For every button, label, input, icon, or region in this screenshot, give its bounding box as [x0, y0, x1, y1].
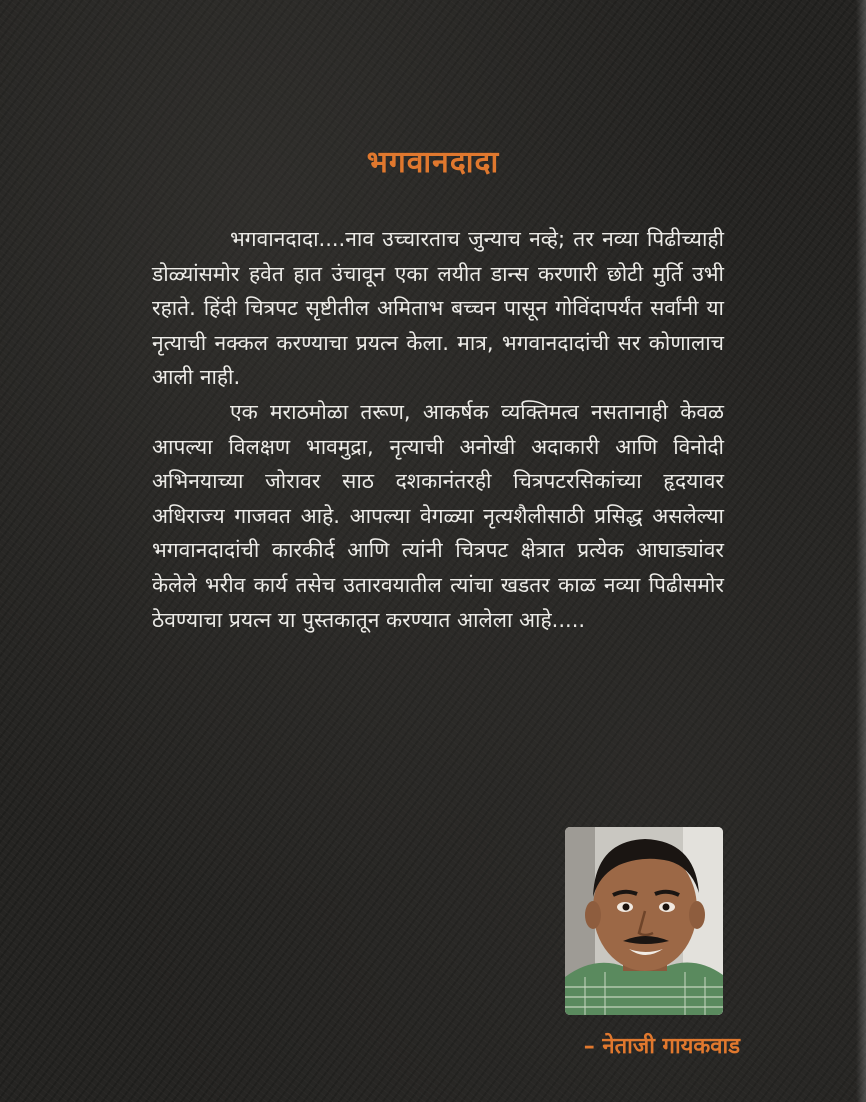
author-portrait-illustration — [565, 827, 723, 1015]
book-title: भगवानदादा — [366, 145, 500, 180]
blurb-paragraph-2: एक मराठमोळा तरूण, आकर्षक व्यक्तिमत्व नसतानाही केवळ आपल्या विलक्षण भावमुद्रा, नृत्याची अनोखी अदाकारी आणि विनोदी अभिनयाच्या जोरावर साठ दशकानंतरही चित्रपटरसिकांच्या हृदयावर अधिराज्य गाजवत आहे. आपल्या वेगळ्या नृत्यशैलीसाठी प्रसिद्ध असलेल्या भगवानदादांची कारकीर्द आणि त्यांनी चित्रपट क्षेत्रात प्रत्येक आघाड्यांवर केलेले भरीव कार्य तसेच उतारवयातील त्यांचा खडतर काळ नव्या पिढीसमोर ठेवण्याचा प्रयत्न या पुस्तकातून करण्यात आलेला आहे..... — [152, 399, 724, 632]
blurb — [152, 222, 724, 637]
author-name: – नेताजी गायकवाड — [583, 1034, 740, 1059]
blurb-paragraph-1: भगवानदादा....नाव उच्चारताच जुन्याच नव्हे; तर नव्या पिढीच्याही डोळ्यांसमोर हवेत हात उंचावून एका लयीत डान्स करणारी छोटी मुर्ति उभी रहाते. हिंदी चित्रपट सृष्टीतील अमिताभ बच्चन पासून गोविंदापर्यंत सर्वांनी या नृत्याची नक्कल करण्याचा प्रयत्न केला. मात्र, भगवानदादांची सर कोणालाच आली नाही. — [152, 227, 724, 390]
author-photo — [565, 827, 723, 1015]
